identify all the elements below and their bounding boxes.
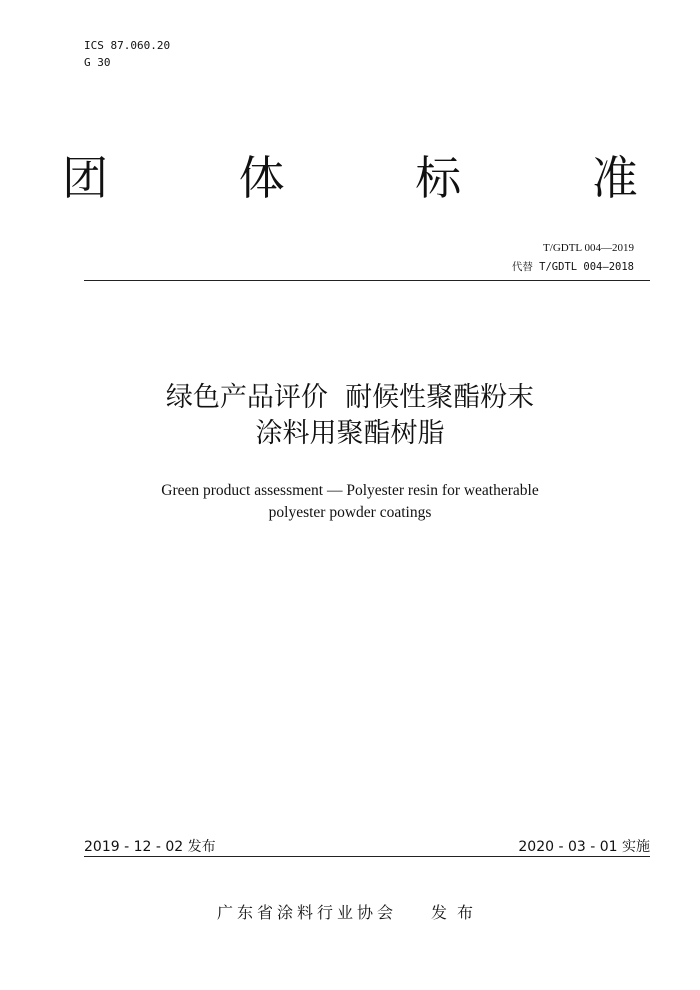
footer-divider — [84, 856, 650, 857]
classification-codes — [84, 37, 170, 71]
english-title-line-1: Green product assessment — Polyester resin for weatherable — [161, 482, 539, 499]
issue-date: 2019 - 12 - 02 发布 — [84, 839, 216, 855]
english-title — [0, 480, 700, 524]
english-title-line-2: polyester powder coatings — [268, 504, 432, 521]
implementation-date: 2020 - 03 - 01 实施 — [518, 839, 650, 855]
publisher-line — [0, 900, 700, 923]
ccs-code: G 30 — [84, 56, 111, 69]
chinese-title-line-2: 涂料用聚酯树脂 — [255, 418, 445, 449]
standard-number-block — [512, 239, 634, 277]
publish-action: 发布 — [431, 903, 484, 922]
ics-code: ICS 87.060.20 — [84, 39, 171, 52]
document-type-heading: 团 体 标 准 — [62, 151, 696, 205]
chinese-title-line-1: 绿色产品评价 耐候性聚酯粉末 — [165, 382, 535, 413]
publisher-organization: 广东省涂料行业协会 — [216, 903, 397, 922]
standard-number: T/GDTL 004—2019 — [543, 242, 634, 254]
chinese-title — [0, 380, 700, 452]
replaced-standard: 代替 T/GDTL 004—2018 — [511, 261, 634, 273]
header-divider — [84, 280, 650, 281]
